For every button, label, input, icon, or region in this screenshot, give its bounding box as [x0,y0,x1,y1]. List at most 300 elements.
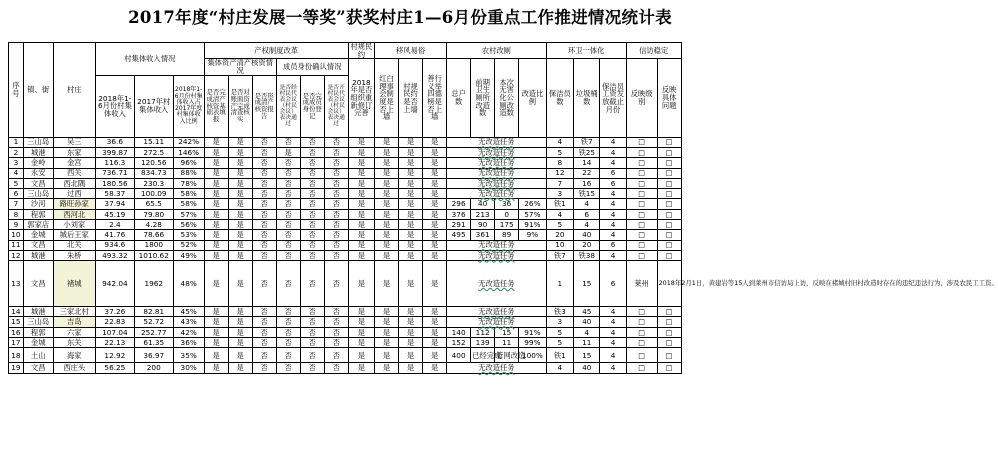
cell-env-b: 4 [574,220,600,230]
cell-env-c: 4 [600,250,626,260]
cell-env-a: 铁1 [546,199,573,209]
cell-rules-a: 是 [348,363,374,373]
cell-income-pct: 48% [173,261,204,307]
cell-env-b: 22 [574,168,600,178]
cell-env-c: 4 [600,363,626,373]
cell-env-b: 40 [574,363,600,373]
cell-mem-a: 否 [276,199,300,209]
cell-custom-c: 是 [423,230,447,240]
cell-toilet-b: 0 [495,209,519,219]
table-row [9,348,794,363]
cell-town: 金城 [23,230,53,240]
header-rules-group: 村规民约 [348,43,374,59]
cell-custom-c: 是 [423,348,447,363]
cell-asset-b: 是 [228,317,252,327]
cell-town: 三山岛 [23,189,53,199]
cell-income-h1: 399.87 [95,147,134,157]
cell-letters-b: □ [657,209,681,219]
cell-asset-b: 是 [228,307,252,317]
cell-mem-b: 否 [300,338,324,348]
cell-income-pct: 146% [173,147,204,157]
cell-toilet-pct: 无改造任务 [447,250,547,260]
cell-asset-c: 否 [252,158,276,168]
cell-rules-a: 是 [348,178,374,188]
header-asset-c: 是否形成清产核资报告 [252,75,276,137]
cell-env-c: 4 [600,220,626,230]
cell-mem-c: 否 [324,338,348,348]
cell-seq: 13 [9,261,24,307]
cell-env-c: 4 [600,317,626,327]
cell-mem-c: 否 [324,189,348,199]
cell-mem-c: 否 [324,250,348,260]
header-income-group: 村集体收入情况 [95,43,204,76]
cell-custom-a: 是 [375,338,399,348]
cell-custom-a: 是 [375,158,399,168]
cell-mem-a: 否 [276,137,300,147]
cell-village: 六家 [53,327,95,337]
cell-custom-a: 是 [375,261,399,307]
table-row [9,189,794,199]
cell-mem-a: 否 [276,189,300,199]
cell-income-pct: 49% [173,250,204,260]
cell-asset-c: 否 [252,147,276,157]
cell-seq: 3 [9,158,24,168]
cell-custom-b: 是 [399,189,423,199]
cell-env-b: 4 [574,199,600,209]
cell-income-pct: 45% [173,307,204,317]
header-income-pct: 2018年1-6月份村集体收入占2017年度村集体收入比例 [173,75,204,137]
cell-income-2017: 252.77 [134,327,173,337]
cell-toilet-total: 140 [447,327,471,337]
cell-income-2017: 272.5 [134,147,173,157]
cell-custom-a: 是 [375,199,399,209]
cell-income-h1: 36.6 [95,137,134,147]
cell-income-h1: 942.04 [95,261,134,307]
cell-income-2017: 61.35 [134,338,173,348]
cell-letters-b: □ [657,220,681,230]
cell-rules-a: 是 [348,137,374,147]
cell-income-2017: 52.72 [134,317,173,327]
cell-letters-b: □ [657,363,681,373]
cell-custom-c: 是 [423,137,447,147]
cell-income-h1: 180.56 [95,178,134,188]
cell-letters-a: □ [626,168,657,178]
cell-env-a: 3 [546,317,573,327]
cell-letters-a: □ [626,230,657,240]
cell-town: 文昌 [23,178,53,188]
cell-custom-c: 是 [423,363,447,373]
cell-custom-b: 是 [399,178,423,188]
cell-letters-a: □ [626,189,657,199]
cell-custom-b: 是 [399,317,423,327]
cell-custom-c: 是 [423,147,447,157]
cell-toilet-a: 361 [471,230,495,240]
cell-custom-b: 是 [399,338,423,348]
cell-asset-b: 是 [228,158,252,168]
cell-env-a: 5 [546,327,573,337]
cell-income-h1: 934.6 [95,240,134,250]
cell-custom-b: 是 [399,348,423,363]
cell-letters-a: □ [626,147,657,157]
cell-income-h1: 22.13 [95,338,134,348]
header-env-b: 垃圾桶数 [574,59,600,137]
cell-town: 金岭 [23,158,53,168]
cell-mem-c: 否 [324,230,348,240]
cell-asset-a: 是 [204,189,228,199]
cell-income-h1: 22.83 [95,317,134,327]
cell-env-b: 14 [574,158,600,168]
cell-town: 文昌 [23,240,53,250]
cell-toilet-pct: 无改造任务 [447,189,547,199]
header-asset-b: 是否对账面资产完成清查核实 [228,75,252,137]
cell-custom-b: 是 [399,363,423,373]
cell-mem-c: 否 [324,137,348,147]
cell-asset-c: 否 [252,209,276,219]
cell-village: 金宫 [53,158,95,168]
cell-custom-a: 是 [375,307,399,317]
cell-income-pct: 96% [173,158,204,168]
cell-toilet-pct: 100% [519,348,546,363]
cell-asset-a: 是 [204,199,228,209]
cell-toilet-pct: 无改造任务 [447,178,547,188]
cell-asset-a: 是 [204,240,228,250]
cell-mem-a: 否 [276,348,300,363]
cell-toilet-pct: 91% [519,327,546,337]
cell-env-a: 铁3 [546,307,573,317]
cell-asset-c: 否 [252,230,276,240]
cell-toilet-pct: 无改造任务 [447,168,547,178]
cell-letters-a: 莱州 [626,261,657,307]
cell-income-2017: 200 [134,363,173,373]
cell-custom-c: 是 [423,199,447,209]
cell-toilet-total: 152 [447,338,471,348]
header-rules-a: 2018年是否组织重新修订完善 [348,59,374,137]
cell-asset-c: 否 [252,250,276,260]
cell-rules-a: 是 [348,240,374,250]
cell-toilet-pct: 无改造任务 [447,317,547,327]
cell-rules-a: 是 [348,307,374,317]
cell-village: 北关 [53,240,95,250]
cell-custom-c: 是 [423,240,447,250]
cell-mem-c: 否 [324,327,348,337]
cell-mem-a: 否 [276,158,300,168]
cell-env-a: 20 [546,230,573,240]
cell-income-pct: 57% [173,209,204,219]
header-assets-group: 集体资产清产核资情况 [204,59,276,75]
cell-letters-b: □ [657,327,681,337]
table-row [9,199,794,209]
cell-income-h1: 45.19 [95,209,134,219]
cell-income-pct: 30% [173,363,204,373]
cell-town: 永安 [23,168,53,178]
page-title: 2017年度“村庄发展一等奖”获奖村庄1—6月份重点工作推进情况统计表 [128,8,672,27]
cell-letters-a: □ [626,240,657,250]
header-seq: 序号 [9,43,24,138]
cell-income-h1: 41.76 [95,230,134,240]
cell-env-c: 4 [600,137,626,147]
cell-income-2017: 100.09 [134,189,173,199]
cell-town: 城港 [23,307,53,317]
table-row [9,307,794,317]
cell-env-c: 4 [600,338,626,348]
cell-env-a: 12 [546,168,573,178]
cell-town: 程郭 [23,327,53,337]
cell-seq: 5 [9,178,24,188]
cell-seq: 19 [9,363,24,373]
cell-toilet-pct: 91% [519,220,546,230]
cell-asset-a: 是 [204,178,228,188]
cell-custom-c: 是 [423,220,447,230]
cell-letters-b: □ [657,240,681,250]
cell-letters-a: □ [626,317,657,327]
cell-mem-c: 否 [324,261,348,307]
cell-env-a: 8 [546,158,573,168]
cell-rules-a: 是 [348,209,374,219]
cell-income-pct: 88% [173,168,204,178]
cell-mem-b: 否 [300,250,324,260]
cell-custom-a: 是 [375,363,399,373]
cell-mem-c: 否 [324,240,348,250]
cell-mem-b: 否 [300,363,324,373]
cell-toilet-pct: 26% [519,199,546,209]
cell-custom-a: 是 [375,147,399,157]
cell-mem-a: 否 [276,261,300,307]
cell-mem-b: 否 [300,199,324,209]
cell-custom-a: 是 [375,220,399,230]
cell-mem-a: 否 [276,178,300,188]
cell-town: 三山岛 [23,317,53,327]
cell-toilet-a: 已经完成 [471,348,495,363]
cell-asset-c: 否 [252,220,276,230]
cell-custom-a: 是 [375,348,399,363]
cell-rules-a: 是 [348,250,374,260]
cell-village: 海家 [53,348,95,363]
cell-toilet-pct: 9% [519,230,546,240]
cell-town: 三山岛 [23,137,53,147]
cell-rules-a: 是 [348,327,374,337]
table-row [9,209,794,219]
cell-income-2017: 4.28 [134,220,173,230]
cell-income-2017: 230.3 [134,178,173,188]
cell-custom-b: 是 [399,250,423,260]
cell-custom-b: 是 [399,158,423,168]
cell-mem-b: 否 [300,189,324,199]
cell-mem-c: 否 [324,158,348,168]
cell-env-c: 4 [600,348,626,363]
table-row [9,250,794,260]
cell-mem-a: 是 [276,147,300,157]
cell-asset-b: 是 [228,168,252,178]
cell-custom-b: 是 [399,137,423,147]
cell-asset-a: 是 [204,147,228,157]
cell-asset-c: 否 [252,240,276,250]
cell-mem-b: 否 [300,348,324,363]
cell-rules-a: 是 [348,230,374,240]
header-custom-c: 善行义举四德榜是否上墙 [423,59,447,137]
cell-mem-a: 否 [276,220,300,230]
table-row [9,327,794,337]
cell-env-a: 4 [546,137,573,147]
cell-asset-b: 是 [228,178,252,188]
cell-custom-c: 是 [423,209,447,219]
cell-env-c: 4 [600,147,626,157]
cell-mem-b: 否 [300,220,324,230]
cell-custom-b: 是 [399,168,423,178]
cell-custom-c: 是 [423,168,447,178]
cell-env-c: 4 [600,327,626,337]
header-letters-a: 反映级别 [626,59,657,137]
cell-asset-a: 是 [204,317,228,327]
cell-env-c: 4 [600,307,626,317]
cell-toilet-b: 89 [495,230,519,240]
cell-income-pct: 42% [173,327,204,337]
cell-income-2017: 834.73 [134,168,173,178]
cell-income-h1: 116.3 [95,158,134,168]
cell-asset-b: 是 [228,363,252,373]
cell-income-2017: 1800 [134,240,173,250]
cell-village: 吉岛 [53,317,95,327]
cell-toilet-pct: 无改造任务 [447,240,547,250]
cell-env-a: 铁1 [546,348,573,363]
cell-town: 文昌 [23,261,53,307]
cell-asset-a: 是 [204,250,228,260]
cell-toilet-b: 175 [495,220,519,230]
cell-mem-a: 否 [276,230,300,240]
cell-seq: 10 [9,230,24,240]
cell-env-b: 40 [574,230,600,240]
cell-seq: 2 [9,147,24,157]
cell-seq: 18 [9,348,24,363]
cell-seq: 11 [9,240,24,250]
cell-custom-b: 是 [399,199,423,209]
statistics-table [8,42,998,374]
cell-income-2017: 1010.62 [134,250,173,260]
cell-asset-c: 否 [252,137,276,147]
cell-toilet-b: 管网改造 [495,348,519,363]
cell-custom-c: 是 [423,307,447,317]
cell-custom-c: 是 [423,261,447,307]
cell-income-2017: 79.80 [134,209,173,219]
cell-income-2017: 65.5 [134,199,173,209]
cell-mem-b: 否 [300,230,324,240]
cell-income-2017: 1962 [134,261,173,307]
cell-env-b: 40 [574,317,600,327]
header-custom-a: 红白理事会制度是否上墙 [375,59,399,137]
cell-income-pct: 52% [173,240,204,250]
cell-mem-a: 否 [276,338,300,348]
cell-mem-b: 否 [300,178,324,188]
header-mem-c: 是否开村民代表会议（村民会议）表决通过 [324,75,348,137]
cell-asset-a: 是 [204,220,228,230]
cell-mem-b: 否 [300,209,324,219]
cell-custom-c: 是 [423,158,447,168]
cell-mem-b: 否 [300,137,324,147]
cell-asset-b: 是 [228,250,252,260]
cell-town: 沙河 [23,199,53,209]
cell-income-pct: 36% [173,338,204,348]
cell-asset-c: 否 [252,178,276,188]
cell-asset-c: 否 [252,363,276,373]
cell-custom-b: 是 [399,327,423,337]
cell-asset-b: 是 [228,189,252,199]
cell-custom-a: 是 [375,327,399,337]
table-row [9,363,794,373]
header-custom-group: 移风易俗 [375,43,447,59]
cell-mem-b: 否 [300,261,324,307]
cell-env-a: 4 [546,209,573,219]
cell-mem-b: 否 [300,240,324,250]
cell-rules-a: 是 [348,261,374,307]
cell-env-c: 4 [600,199,626,209]
cell-env-c: 6 [600,178,626,188]
cell-letters-a: □ [626,327,657,337]
cell-toilet-pct: 无改造任务 [447,147,547,157]
cell-letters-b: □ [657,189,681,199]
cell-env-c: 4 [600,189,626,199]
cell-letters-b: □ [657,338,681,348]
cell-letters-a: □ [626,307,657,317]
cell-village: 东关 [53,338,95,348]
cell-toilet-a: 213 [471,209,495,219]
cell-mem-c: 否 [324,348,348,363]
cell-asset-b: 是 [228,209,252,219]
cell-village: 三家北村 [53,307,95,317]
cell-letters-a: □ [626,137,657,147]
cell-seq: 6 [9,189,24,199]
cell-custom-c: 是 [423,250,447,260]
cell-toilet-pct: 无改造任务 [447,261,547,307]
cell-mem-b: 否 [300,168,324,178]
cell-village: 褚城 [53,261,95,307]
cell-asset-c: 否 [252,189,276,199]
header-env-c: 保洁员工资发放截止月份 [600,59,626,137]
cell-custom-b: 是 [399,147,423,157]
cell-asset-a: 是 [204,168,228,178]
cell-asset-c: 否 [252,261,276,307]
cell-env-a: 铁7 [546,250,573,260]
cell-seq: 12 [9,250,24,260]
cell-asset-b: 是 [228,230,252,240]
cell-rules-a: 是 [348,338,374,348]
header-village: 村庄 [53,43,95,138]
cell-asset-c: 否 [252,317,276,327]
cell-town: 城港 [23,147,53,157]
header-toilet-b: 本次无害化公厕改造数 [495,59,519,137]
cell-letters-b: □ [657,317,681,327]
cell-income-2017: 36.97 [134,348,173,363]
cell-rules-a: 是 [348,199,374,209]
cell-custom-c: 是 [423,317,447,327]
cell-asset-a: 是 [204,307,228,317]
cell-custom-c: 是 [423,178,447,188]
cell-mem-a: 否 [276,307,300,317]
cell-asset-b: 是 [228,240,252,250]
cell-custom-a: 是 [375,137,399,147]
cell-custom-b: 是 [399,230,423,240]
cell-mem-c: 否 [324,178,348,188]
cell-income-2017: 15.11 [134,137,173,147]
cell-income-pct: 53% [173,230,204,240]
cell-asset-c: 否 [252,348,276,363]
cell-letters-a: □ [626,338,657,348]
cell-toilet-total: 291 [447,220,471,230]
table-row [9,230,794,240]
cell-asset-c: 否 [252,327,276,337]
cell-letters-a: □ [626,363,657,373]
cell-mem-c: 否 [324,363,348,373]
cell-letters-a: □ [626,250,657,260]
header-letters-group: 信访稳定 [626,43,681,59]
